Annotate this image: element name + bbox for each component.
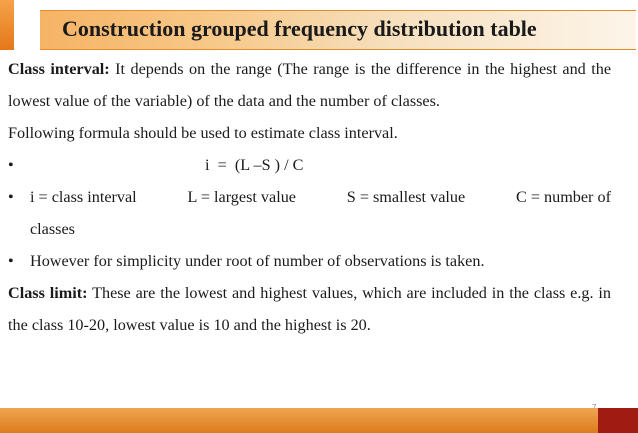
formula-intro: Following formula should be used to estimate class interval. — [8, 124, 398, 142]
formula-bullet — [8, 149, 611, 181]
formula: i = (L –S ) / C — [205, 156, 304, 174]
class-interval-text: It depends on the range (The range is the difference in the highest and the lowest value of the variable) of the data and the number of classes. — [8, 60, 611, 110]
def-L: L = largest value — [187, 188, 296, 206]
class-limit-label: Class limit: — [8, 284, 88, 302]
bullet-icon: • — [8, 188, 14, 206]
definitions-bullet — [8, 181, 611, 245]
class-limit-text: These are the lowest and highest values, which are included in the class e.g. in the class 10-20, lowest value is 10 and the highest is 20. — [8, 284, 612, 334]
definitions-line — [30, 181, 611, 213]
class-interval-label: Class interval: — [8, 60, 110, 78]
footer-accent — [598, 408, 638, 433]
footer-bar — [0, 408, 638, 433]
bullet-icon: • — [8, 252, 14, 270]
slide-content — [8, 53, 611, 341]
bullet-icon: • — [8, 156, 14, 174]
left-accent-bar — [0, 0, 14, 50]
simplicity-note: However for simplicity under root of number of observations is taken. — [30, 252, 485, 270]
def-C-continued: classes — [30, 220, 75, 238]
class-interval-paragraph — [8, 53, 611, 117]
slide-title: Construction grouped frequency distribution table — [62, 16, 537, 41]
definitions-body — [30, 181, 611, 245]
class-limit-paragraph — [8, 277, 611, 341]
def-i: i = class interval — [30, 188, 137, 206]
def-S: S = smallest value — [346, 188, 466, 206]
simplicity-bullet — [8, 245, 611, 277]
def-C: C = number of — [515, 188, 611, 206]
